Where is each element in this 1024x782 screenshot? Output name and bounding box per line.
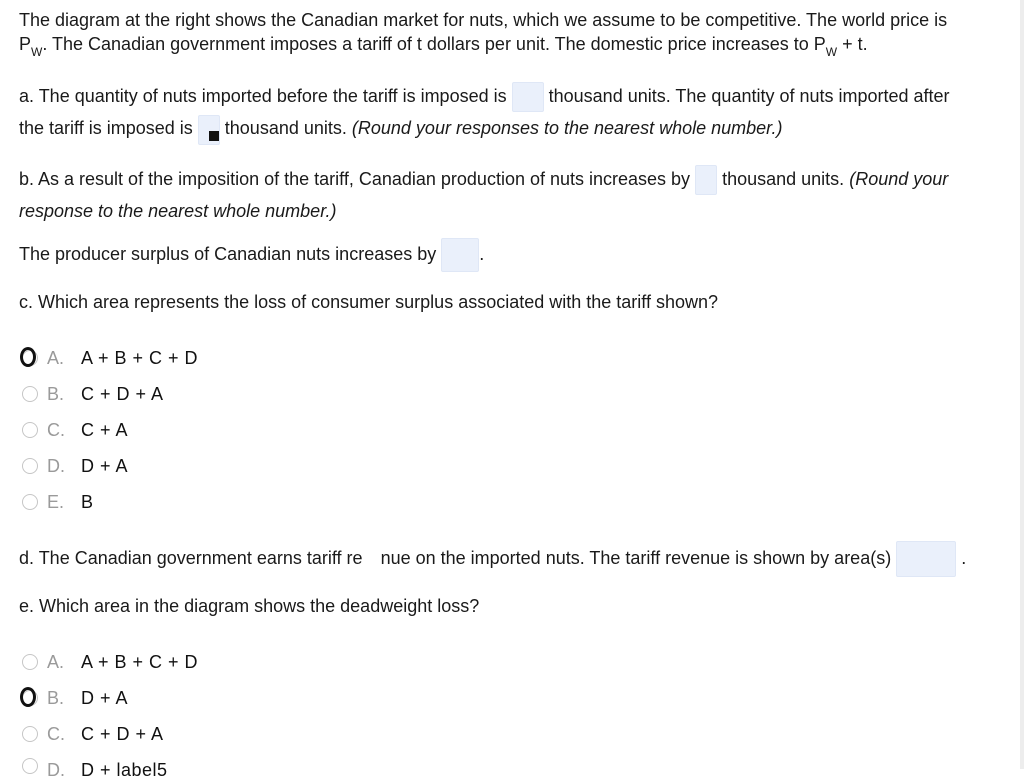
producer-surplus-text: The producer surplus of Canadian nuts increases by	[19, 244, 437, 264]
radio-icon[interactable]	[22, 690, 38, 706]
world-price-subscript: W	[31, 45, 43, 59]
radio-icon[interactable]	[22, 494, 38, 510]
intro-line1: The diagram at the right shows the Canadian market for nuts, which we assume to be competitive. The world price is	[19, 10, 948, 30]
part-c-question: c. Which area represents the loss of consumer surplus associated with the tariff shown?	[19, 292, 719, 312]
option-text: A + B + C + D	[81, 652, 199, 672]
option-text: B	[81, 492, 94, 512]
part-d-text2: nue on the imported nuts. The tariff revenue is shown by area(s)	[380, 547, 892, 568]
radio-icon[interactable]	[22, 654, 38, 670]
part-a-note: (Round your responses to the nearest whole number.)	[351, 118, 783, 139]
option-letter: B.	[47, 384, 65, 404]
option-letter: E.	[47, 492, 65, 512]
part-a-text3: the tariff is imposed is	[19, 118, 193, 139]
part-c-option-e[interactable]	[22, 490, 322, 514]
world-price-symbol: P	[19, 34, 32, 54]
option-text: D + A	[81, 688, 129, 708]
option-letter: D.	[47, 456, 65, 476]
part-e-option-b[interactable]	[22, 686, 322, 710]
part-e-question: e. Which area in the diagram shows the deadweight loss?	[19, 596, 480, 616]
part-b-text2: thousand units.	[722, 169, 845, 189]
part-c-option-b[interactable]	[22, 382, 322, 406]
producer-surplus-input[interactable]	[441, 238, 479, 272]
part-b-note1: (Round your	[849, 169, 949, 189]
radio-icon[interactable]	[22, 758, 38, 774]
part-a-text1: a. The quantity of nuts imported before the tariff is imposed is	[19, 86, 507, 106]
production-increase-input[interactable]	[695, 165, 717, 195]
part-b	[19, 163, 1009, 227]
part-b-note2: response to the nearest whole number.)	[19, 201, 337, 222]
part-e-option-c[interactable]	[22, 722, 322, 746]
imports-before-tariff-input[interactable]	[512, 82, 544, 112]
radio-icon[interactable]	[22, 422, 38, 438]
part-c-option-c[interactable]	[22, 418, 322, 442]
radio-icon[interactable]	[22, 458, 38, 474]
part-e-option-a[interactable]	[22, 650, 322, 674]
part-e-option-d[interactable]	[22, 758, 322, 780]
option-letter: C.	[47, 420, 65, 440]
option-letter: A.	[47, 348, 65, 368]
option-text: C + D + A	[81, 384, 164, 404]
cursor-mark	[209, 131, 219, 141]
option-text: C + A	[81, 420, 129, 440]
producer-surplus	[19, 238, 1009, 272]
imports-after-tariff-input[interactable]	[198, 115, 220, 145]
part-d-end: .	[961, 547, 967, 568]
producer-surplus-end: .	[479, 244, 485, 264]
tariff-revenue-input[interactable]	[896, 541, 956, 577]
part-d	[19, 541, 1009, 577]
part-c	[19, 286, 1009, 318]
radio-icon[interactable]	[22, 350, 38, 366]
option-text: C + D + A	[81, 724, 164, 744]
part-b-text1: b. As a result of the imposition of the tariff, Canadian production of nuts increases by	[19, 169, 691, 189]
part-a	[19, 80, 1009, 145]
option-letter: D.	[47, 760, 65, 780]
radio-icon[interactable]	[22, 726, 38, 742]
option-text: D + label5	[81, 760, 168, 780]
intro-line2: . The Canadian government imposes a tariff of t dollars per unit. The domestic price increases to P	[42, 34, 826, 54]
part-a-text4: thousand units.	[224, 118, 347, 139]
intro-paragraph	[19, 8, 1009, 59]
part-a-text2: thousand units. The quantity of nuts imported after	[548, 86, 950, 106]
option-text: D + A	[81, 456, 129, 476]
intro-line2-end: + t.	[837, 34, 868, 54]
world-price-subscript-2: W	[825, 45, 838, 59]
page-edge	[1020, 0, 1024, 769]
option-letter: A.	[47, 652, 65, 672]
option-letter: B.	[47, 688, 65, 708]
part-c-option-d[interactable]	[22, 454, 322, 478]
question-page	[19, 8, 1009, 780]
radio-icon[interactable]	[22, 386, 38, 402]
part-e	[19, 590, 1009, 622]
option-letter: C.	[47, 724, 65, 744]
part-d-text1: d. The Canadian government earns tariff re	[19, 547, 363, 568]
option-text: A + B + C + D	[81, 348, 199, 368]
part-c-option-a[interactable]	[22, 346, 322, 370]
